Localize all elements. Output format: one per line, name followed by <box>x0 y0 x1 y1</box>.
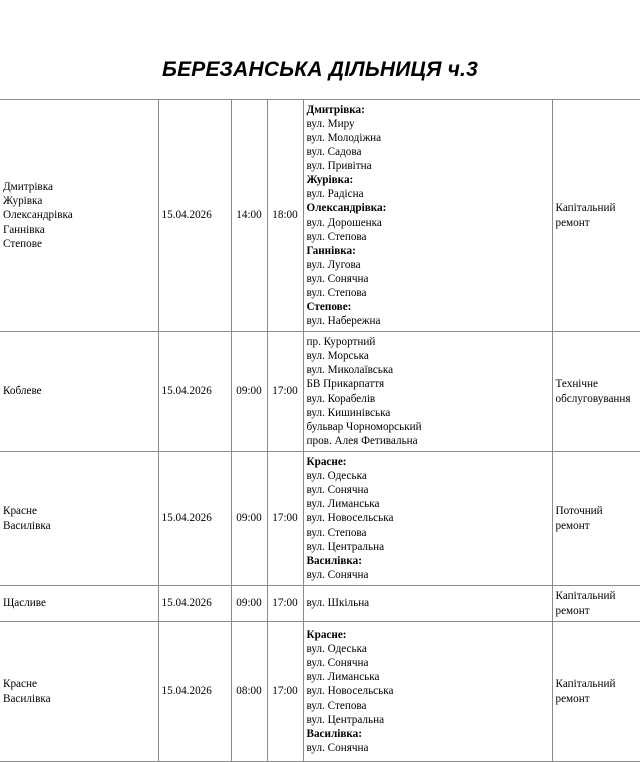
work-type-text: Поточний <box>555 505 603 518</box>
end-time-cell: 17:00 <box>267 452 303 586</box>
date-cell: 15.04.2026 <box>158 100 231 332</box>
street-name: вул. Набережна <box>306 315 381 328</box>
date-cell: 15.04.2026 <box>158 622 231 762</box>
street-name: вул. Кишинівська <box>306 406 391 419</box>
end-time-cell: 17:00 <box>267 332 303 452</box>
settlement-name: Коблеве <box>3 385 42 398</box>
settlement-heading: Журівка: <box>306 174 354 187</box>
streets-cell <box>303 100 552 332</box>
outage-schedule-table <box>0 99 640 762</box>
work-type-cell <box>552 586 640 622</box>
table-row <box>0 332 640 452</box>
street-name: вул. Новосельська <box>306 512 394 525</box>
work-type-cell <box>552 452 640 586</box>
work-type-text: ремонт <box>555 519 590 532</box>
street-name: бульвар Чорноморський <box>306 420 422 433</box>
street-name: вул. Морська <box>306 350 369 363</box>
start-time-cell: 09:00 <box>231 452 267 586</box>
street-name: БВ Прикарпаття <box>306 378 385 391</box>
street-name: вул. Миру <box>306 117 355 130</box>
settlement-name: Ганнівка <box>3 223 45 236</box>
settlement-name: Василівка <box>3 519 51 532</box>
street-name: пр. Курортний <box>306 336 376 349</box>
settlement-heading: Красне: <box>306 456 347 469</box>
street-name: вул. Корабелів <box>306 392 376 405</box>
street-name: вул. Лиманська <box>306 671 380 684</box>
date-cell: 15.04.2026 <box>158 332 231 452</box>
street-name: вул. Центральна <box>306 540 385 553</box>
street-name: вул. Степова <box>306 699 367 712</box>
street-name: вул. Лиманська <box>306 498 380 511</box>
streets-cell <box>303 452 552 586</box>
settlements-cell <box>0 586 158 622</box>
settlement-name: Дмитрівка <box>3 181 53 194</box>
settlement-heading: Василівка: <box>306 727 362 740</box>
street-name: вул. Сонячна <box>306 657 369 670</box>
work-type-text: Капітальний <box>555 590 616 603</box>
street-name: вул. Миколаївська <box>306 364 394 377</box>
table-row <box>0 100 640 332</box>
streets-cell <box>303 586 552 622</box>
settlement-heading: Дмитрівка: <box>306 103 365 116</box>
settlement-name: Журівка <box>3 195 43 208</box>
end-time-cell: 17:00 <box>267 586 303 622</box>
street-name: вул. Радісна <box>306 188 364 201</box>
settlement-heading: Василівка: <box>306 554 362 567</box>
table-row <box>0 586 640 622</box>
work-type-cell <box>552 622 640 762</box>
work-type-text: Технічне <box>555 378 598 391</box>
end-time-cell: 17:00 <box>267 622 303 762</box>
start-time-cell: 09:00 <box>231 332 267 452</box>
work-type-text: ремонт <box>555 216 590 229</box>
work-type-text: Капітальний <box>555 678 616 691</box>
street-name: вул. Лугова <box>306 258 361 271</box>
street-name: вул. Сонячна <box>306 484 369 497</box>
settlement-name: Красне <box>3 505 37 518</box>
settlements-cell <box>0 622 158 762</box>
settlement-heading: Олександрівка: <box>306 202 387 215</box>
street-name: вул. Сонячна <box>306 568 369 581</box>
work-type-cell <box>552 332 640 452</box>
settlement-heading: Красне: <box>306 629 347 642</box>
street-name: вул. Степова <box>306 526 367 539</box>
table-row <box>0 622 640 762</box>
street-name: вул. Молодіжна <box>306 131 382 144</box>
page-title: БЕРЕЗАНСЬКА ДІЛЬНИЦЯ ч.3 <box>162 58 478 81</box>
street-name: вул. Одеська <box>306 643 367 656</box>
street-name: вул. Сонячна <box>306 741 369 754</box>
street-name: вул. Степова <box>306 286 367 299</box>
settlements-cell <box>0 100 158 332</box>
street-name: вул. Садова <box>306 146 362 159</box>
street-name: вул. Новосельська <box>306 685 394 698</box>
end-time-cell: 18:00 <box>267 100 303 332</box>
schedule-rows <box>0 100 640 762</box>
work-type-text: обслуговування <box>555 392 631 405</box>
street-name: вул. Степова <box>306 230 367 243</box>
settlement-heading: Ганнівка: <box>306 244 356 257</box>
street-name: пров. Алея Фетивальна <box>306 434 418 447</box>
date-cell: 15.04.2026 <box>158 586 231 622</box>
work-type-text: ремонт <box>555 692 590 705</box>
settlement-name: Щасливе <box>3 597 46 610</box>
start-time-cell: 08:00 <box>231 622 267 762</box>
street-name: вул. Дорошенка <box>306 216 382 229</box>
street-name: вул. Центральна <box>306 713 385 726</box>
settlement-name: Василівка <box>3 692 51 705</box>
settlements-cell <box>0 332 158 452</box>
streets-cell <box>303 622 552 762</box>
start-time-cell: 14:00 <box>231 100 267 332</box>
work-type-text: ремонт <box>555 604 590 617</box>
settlement-name: Олександрівка <box>3 209 73 222</box>
street-name: вул. Сонячна <box>306 272 369 285</box>
date-cell: 15.04.2026 <box>158 452 231 586</box>
settlement-name: Красне <box>3 678 37 691</box>
settlements-cell <box>0 452 158 586</box>
table-row <box>0 452 640 586</box>
work-type-text: Капітальний <box>555 202 616 215</box>
street-name: вул. Шкільна <box>306 597 370 610</box>
street-name: вул. Привітна <box>306 160 372 173</box>
streets-cell <box>303 332 552 452</box>
work-type-cell <box>552 100 640 332</box>
settlement-heading: Степове: <box>306 301 352 314</box>
start-time-cell: 09:00 <box>231 586 267 622</box>
settlement-name: Степове <box>3 237 42 250</box>
street-name: вул. Одеська <box>306 470 367 483</box>
